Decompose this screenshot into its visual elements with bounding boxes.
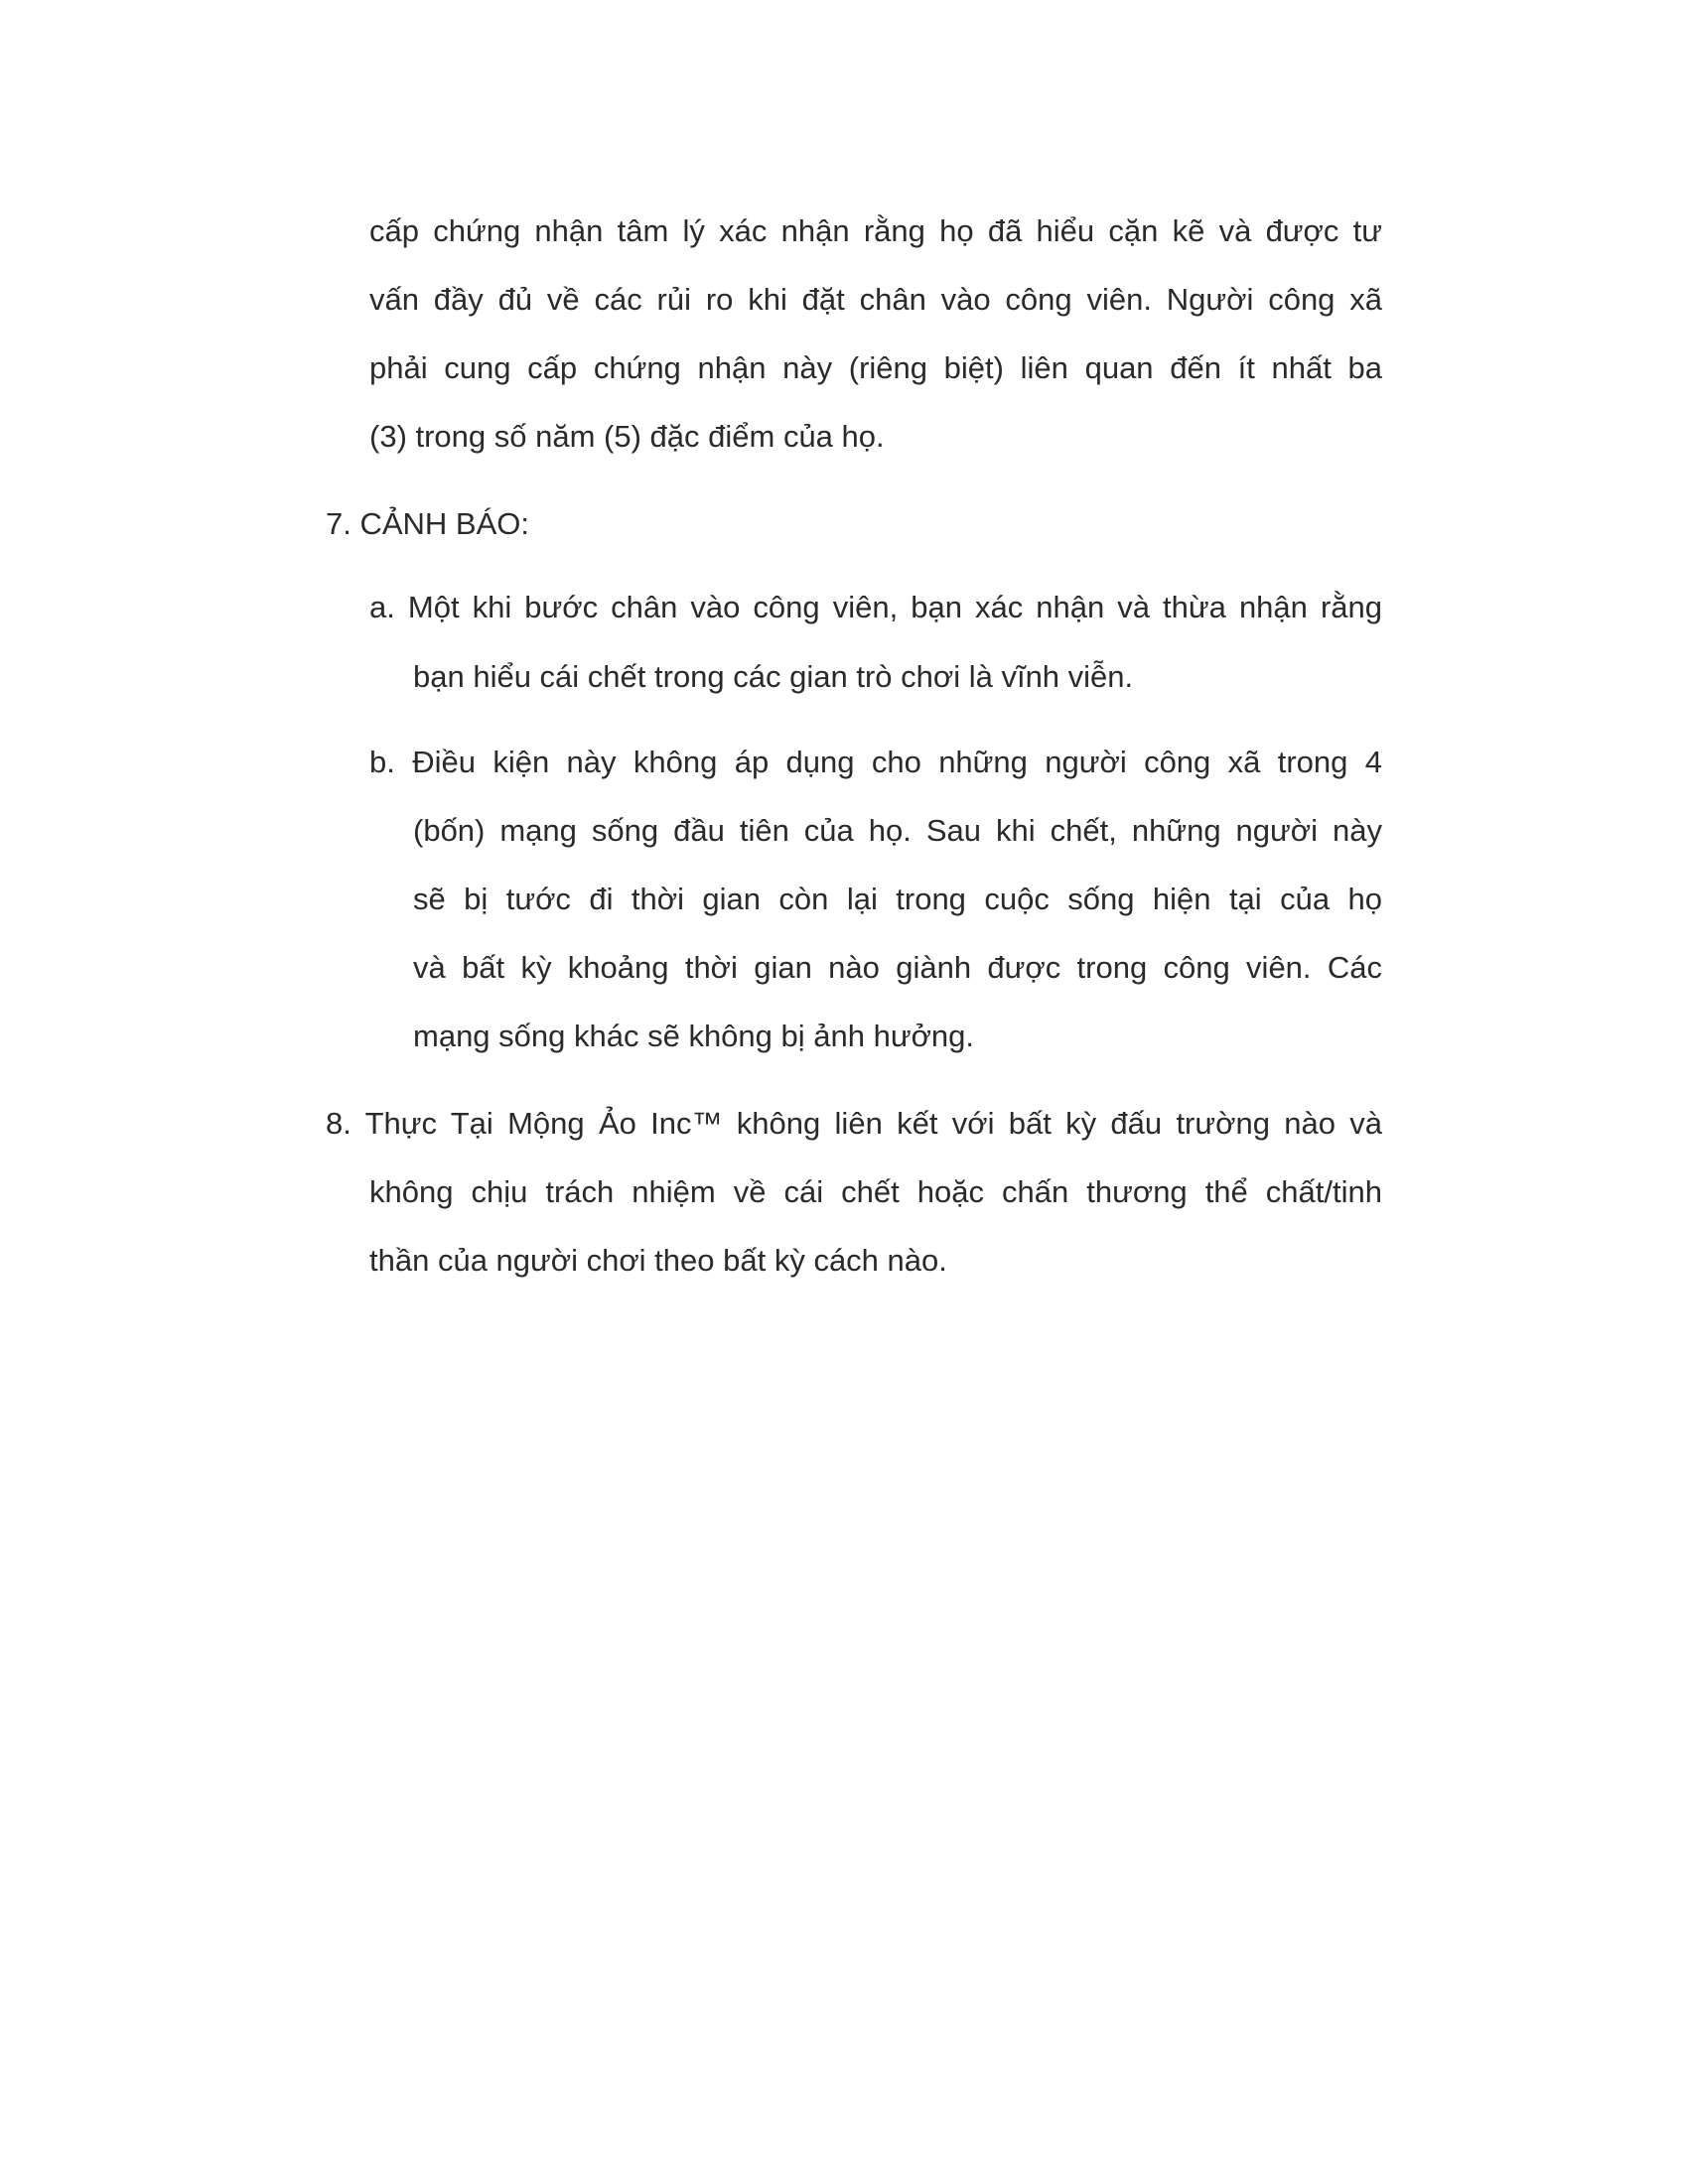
text-line: không chịu trách nhiệm về cái chết hoặc chấn thương thể chất/tinh	[369, 1174, 1382, 1209]
text-line: cấp chứng nhận tâm lý xác nhận rằng họ đã hiểu cặn kẽ và được tư	[369, 213, 1382, 248]
text-line: (3) trong số năm (5) đặc điểm của họ.	[369, 419, 885, 454]
text-line: b. Điều kiện này không áp dụng cho những người công xã trong 4	[369, 745, 1382, 779]
text-line: mạng sống khác sẽ không bị ảnh hưởng.	[413, 1019, 975, 1053]
text-line: bạn hiểu cái chết trong các gian trò chơi là vĩnh viễn.	[413, 659, 1134, 694]
text-line: phải cung cấp chứng nhận này (riêng biệt) liên quan đến ít nhất ba	[369, 350, 1382, 385]
text-line: (bốn) mạng sống đầu tiên của họ. Sau khi chết, những người này	[413, 813, 1382, 848]
text-line: a. Một khi bước chân vào công viên, bạn xác nhận và thừa nhận rằng	[369, 590, 1382, 624]
text-line: vấn đầy đủ về các rủi ro khi đặt chân vào công viên. Người công xã	[369, 282, 1382, 317]
text-line: và bất kỳ khoảng thời gian nào giành được trong công viên. Các	[413, 950, 1382, 985]
text-line: sẽ bị tước đi thời gian còn lại trong cuộc sống hiện tại của họ	[413, 882, 1382, 916]
text-line: thần của người chơi theo bất kỳ cách nào.	[369, 1243, 947, 1278]
item-7-heading: 7. CẢNH BÁO:	[326, 506, 529, 541]
text-line: 8. Thực Tại Mộng Ảo Inc™ không liên kết với bất kỳ đấu trường nào và	[326, 1106, 1382, 1141]
